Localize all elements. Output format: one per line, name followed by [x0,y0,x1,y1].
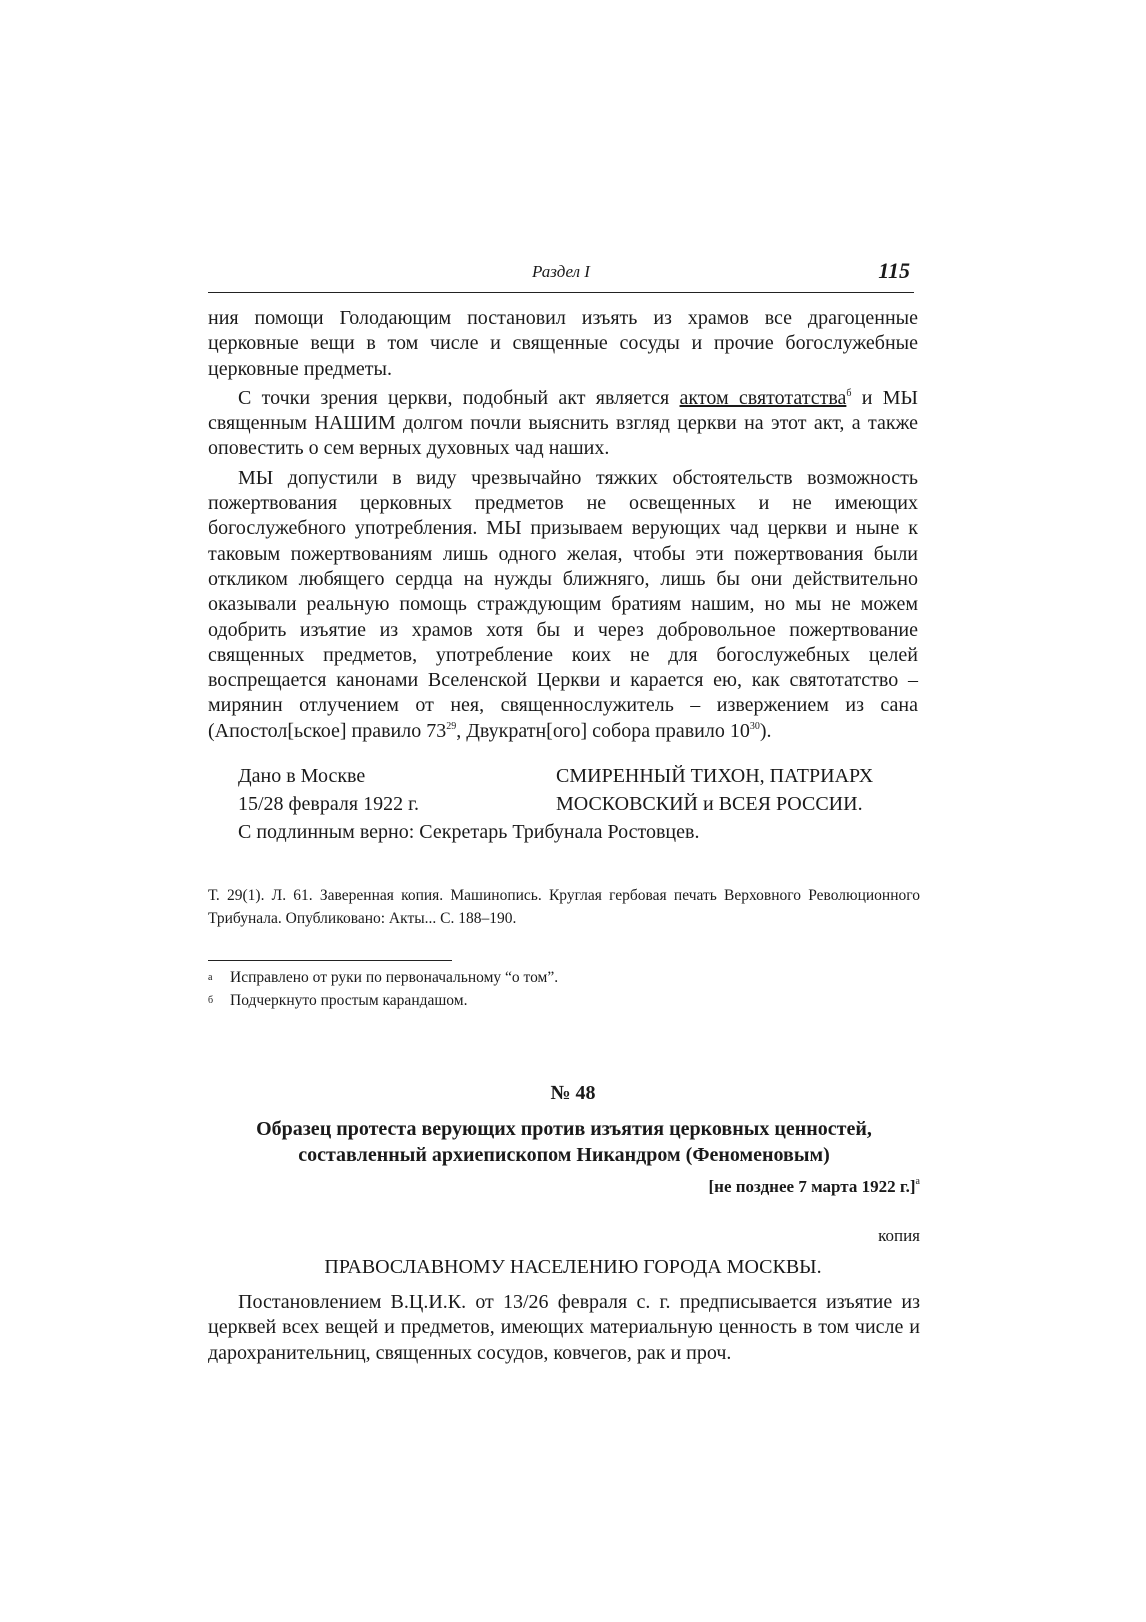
archival-source-note: Т. 29(1). Л. 61. Заверенная копия. Машинопись. Круглая гербовая печать Верховного Революционного Трибунала. Опубликовано: Акты... С. 188–190. [208,887,920,927]
paragraph-decree: Постановлением В.Ц.И.К. от 13/26 февраля с. г. предписывается изъятие из церквей всех вещей и предметов, имеющих материальную ценность в том числе и дарохранительниц, священных сосудов, ковчегов, рак и проч. [208,1291,920,1364]
document-text [208,1290,920,1366]
section-title: Раздел I [532,262,590,281]
footnote-divider [208,960,452,961]
footnote-text: Исправлено от руки по первоначальному “о том”. [230,969,559,986]
document-number: № 48 [550,1082,596,1104]
copy-label: копия [878,1226,920,1245]
footnote-mark: а [208,972,213,983]
signature-place: Дано в Москве [238,765,366,787]
paragraph-text: и МЫ священным НАШИМ долгом почли выяснить взгляд церкви на этот акт, а также оповестить о сем верных духовных чад наших. [208,386,918,460]
paragraph-text: С точки зрения церкви, подобный акт является [238,386,680,409]
footnote-ref: а [915,1176,920,1187]
footnote [208,966,908,989]
signature-date: 15/28 февраля 1922 г. [238,793,420,815]
certification-line: С подлинным верно: Секретарь Трибунала Ростовцев. [238,821,700,843]
signer-line-2: МОСКОВСКИЙ и ВСЕЯ РОССИИ. [556,793,863,815]
footnotes [208,966,908,1012]
document-date-text: [не позднее 7 марта 1922 г.] [708,1177,916,1196]
document-title: Образец протеста верующих против изъятия церковных ценностей, составленный архиепископом Никандром (Феноменовым) [256,1118,872,1166]
footnote [208,989,908,1012]
footnote-text: Подчеркнуто простым карандашом. [230,992,468,1009]
endnote-ref: 30 [749,720,760,732]
paragraph-sacrilege [208,386,918,462]
footnote-ref: б [846,387,852,399]
paragraph-text: МЫ допустили в виду чрезвычайно тяжких обстоятельств возможность пожертвования церковных предметов не освещенных и не имеющих богослужебного употребления. МЫ призываем верующих чад церкви и ныне к таковым пожертвованиям лишь одного желая, чтобы эти пожертвования были откликом любящего сердца на нужды ближняго, лишь бы они действительно оказывали реальную помощь страждующим братиям нашим, но мы не можем одобрить изъятие из храмов хотя бы и через добровольное пожертвование священных предметов, употребление коих не для богослужебных целей воспрещается канонами Вселенской Церкви и карается ею, как святотатство – мирянин отлучением от нея, священнослужитель – извержением из сана (Апостол[ьское] правило 73 [208,466,918,742]
paragraph-continued: ния помощи Голодающим постановил изъять из храмов все драгоценные церковные вещи в том числе и священные сосуды и прочие богослужебные церковные предметы. [208,307,918,380]
paragraph-text: ). [759,719,772,742]
paragraph-text: , Двукратн[ого] собора правило 10 [456,719,750,742]
paragraph-donations [208,466,918,744]
page-number: 115 [878,258,910,283]
underlined-phrase: актом святотатства [679,386,847,409]
document-date [709,1177,920,1197]
addressee: ПРАВОСЛАВНОМУ НАСЕЛЕНИЮ ГОРОДА МОСКВЫ. [324,1256,822,1278]
running-header [208,254,914,293]
signer-line-1: СМИРЕННЫЙ ТИХОН, ПАТРИАРХ [556,765,874,787]
endnote-ref: 29 [446,720,457,732]
signature-block [238,762,928,846]
body-text [208,306,918,748]
footnote-mark: б [208,995,214,1006]
